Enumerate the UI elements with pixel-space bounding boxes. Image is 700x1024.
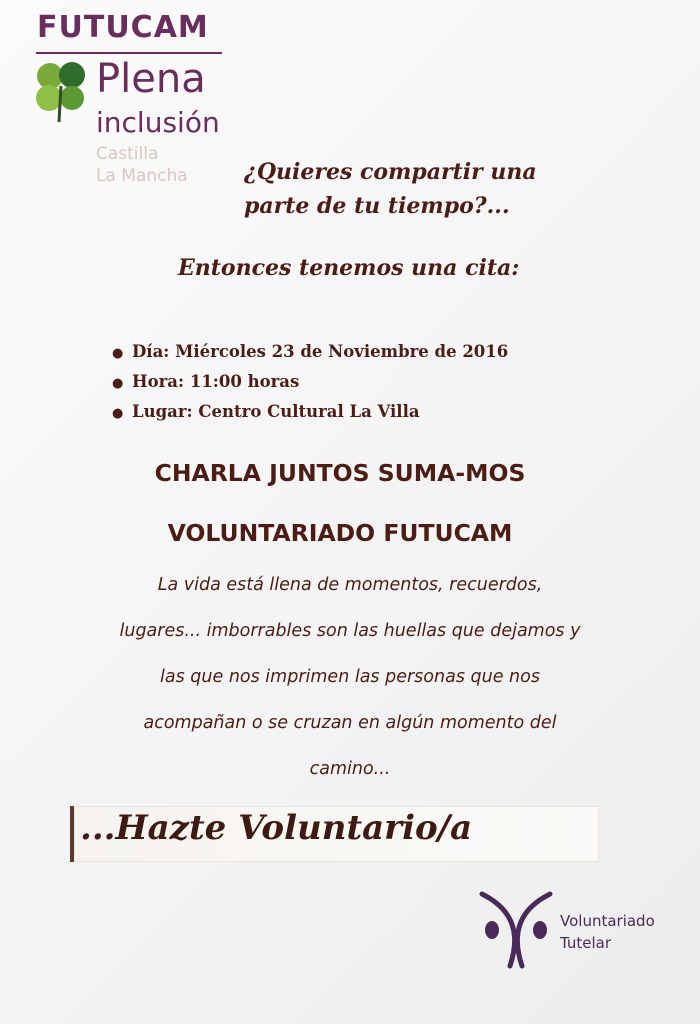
- vt-line-1: Voluntariado: [560, 912, 655, 930]
- paragraph-line: las que nos imprimen las personas que nos: [160, 667, 540, 687]
- paragraph-line: camino...: [309, 759, 391, 779]
- logo-region-2: La Mancha: [96, 166, 188, 186]
- logo-plena: Plena: [96, 56, 206, 102]
- detail-time-value: 11:00 horas: [189, 372, 300, 391]
- logo-region-1: Castilla: [96, 144, 159, 164]
- cta-text: ...Hazte Voluntario/a: [80, 808, 473, 848]
- logo-inclusion: inclusión: [96, 106, 220, 139]
- detail-place-label: Lugar:: [132, 402, 193, 421]
- paragraph-line: La vida está llena de momentos, recuerdos,: [157, 575, 543, 595]
- voluntariado-tutelar-icon: [476, 890, 556, 970]
- detail-day: [112, 338, 508, 368]
- detail-day-label: Día:: [132, 342, 170, 361]
- talk-title: CHARLA JUNTOS SUMA-MOS: [154, 459, 526, 487]
- intro-paragraph: [80, 562, 620, 792]
- detail-time-label: Hora:: [132, 372, 185, 391]
- voluntariado-tutelar-text: [560, 910, 655, 954]
- event-details: [112, 338, 508, 428]
- paragraph-line: lugares... imborrables son las huellas que dejamos y: [119, 621, 581, 641]
- bullet-icon: ●: [112, 406, 124, 421]
- paragraph-line: acompañan o se cruzan en algún momento del: [143, 713, 557, 733]
- detail-place: [112, 398, 508, 428]
- logo-rule: [36, 52, 222, 54]
- cita-heading: Entonces tenemos una cita:: [178, 255, 520, 281]
- futucam-logo: [30, 8, 230, 188]
- detail-day-value: Miércoles 23 de Noviembre de 2016: [175, 342, 509, 361]
- vt-line-2: Tutelar: [560, 934, 612, 952]
- question-heading: ¿Quieres compartir una parte de tu tiempo?...: [244, 159, 537, 219]
- clover-icon: [32, 58, 90, 122]
- detail-time: [112, 368, 508, 398]
- program-title: VOLUNTARIADO FUTUCAM: [167, 519, 513, 547]
- logo-brand: FUTUCAM: [37, 10, 209, 45]
- bullet-icon: ●: [112, 376, 124, 391]
- bullet-icon: ●: [112, 346, 124, 361]
- detail-place-value: Centro Cultural La Villa: [198, 402, 420, 421]
